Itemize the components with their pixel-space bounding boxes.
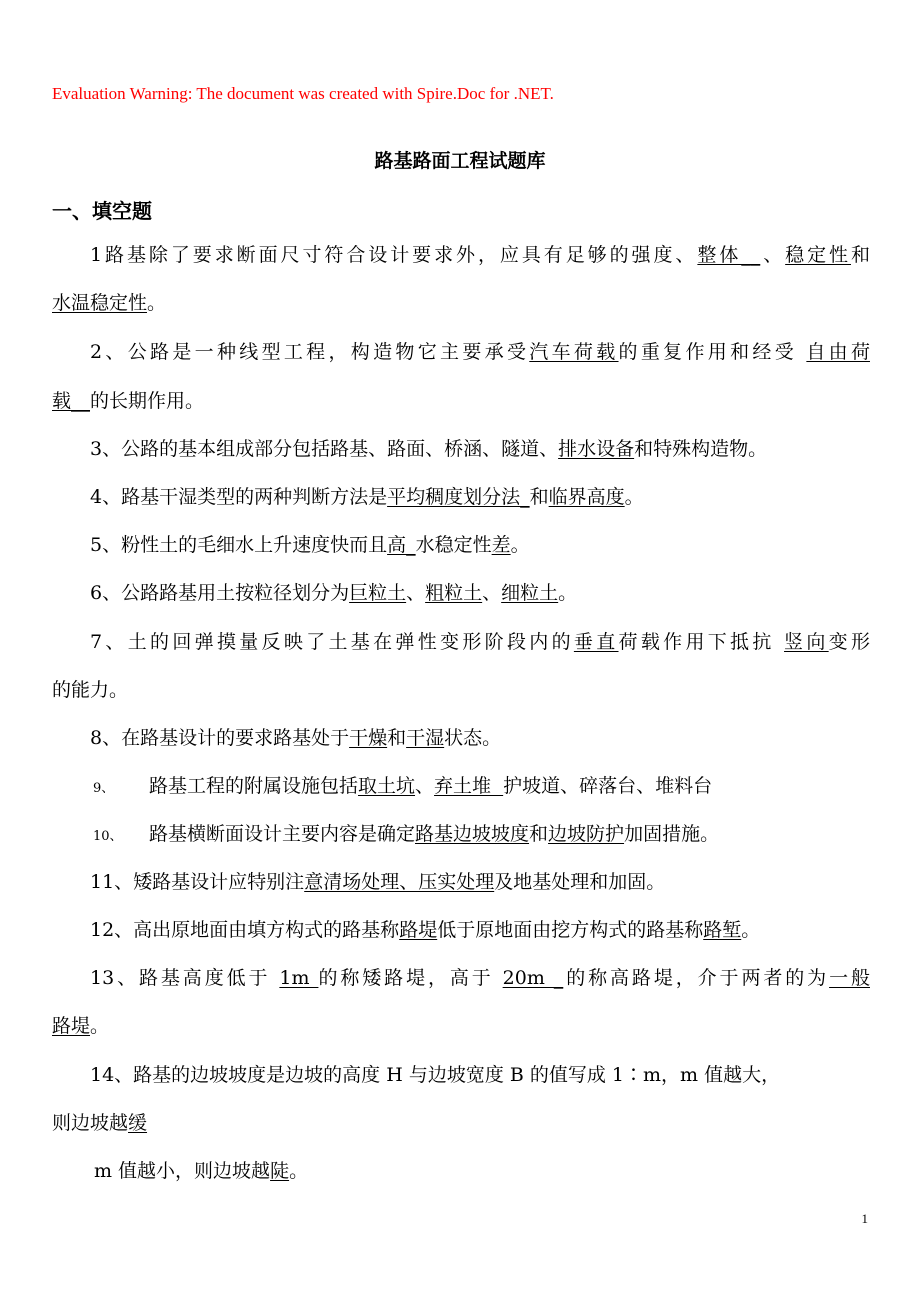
q9-answer-2: 弃土堆 (434, 775, 504, 797)
question-14-line-1 (90, 1063, 780, 1087)
evaluation-warning: Evaluation Warning: The document was created with Spire.Doc for .NET. (52, 84, 554, 103)
question-5 (90, 533, 530, 557)
q13-end: 。 (90, 1015, 110, 1037)
question-7-line-1 (52, 630, 870, 654)
question-12 (90, 918, 760, 942)
q14-text: 14、路基的边坡坡度是边坡的高度 H 与边坡宽度 B 的值写成 1∶m，m 值越大， (90, 1064, 781, 1086)
q13-answer-1: 1m (279, 967, 319, 989)
q7-end: 的能力。 (52, 679, 129, 701)
question-1-line-2 (52, 291, 166, 315)
q3-text: 3、公路的基本组成部分包括路基、路面、桥涵、隧道、 (90, 438, 559, 460)
q14-answer-1: 缓 (128, 1112, 148, 1134)
q14-text-3: m 值越小，则边坡越 (94, 1160, 271, 1182)
q12-answer-1: 路堤 (399, 919, 438, 941)
q5-answer-2: 差 (491, 534, 511, 556)
q9-answer-1: 取土坑 (358, 775, 416, 797)
q6-answer-2: 粗粒土 (425, 582, 483, 604)
q10-number: 10、 (93, 829, 123, 844)
q10-end: 加固措施。 (624, 823, 720, 845)
question-2-line-1 (52, 340, 870, 364)
q5-text: 5、粉性土的毛细水上升速度快而且 (90, 534, 388, 556)
q5-answer-1: 高_ (387, 534, 416, 556)
q10-answer-2: 边坡防护 (548, 823, 625, 845)
q1-text: 1路基除了要求断面尺寸符合设计要求外，应具有足够的强度、 (90, 244, 698, 266)
q3-end: 和特殊构造物。 (634, 438, 768, 460)
question-10 (93, 822, 719, 849)
q6-answer-3: 细粒土 (501, 582, 559, 604)
section-heading: 一、填空题 (52, 199, 152, 223)
q1-answer-2: 稳定性 (785, 244, 851, 266)
q9-end: 护坡道、碎落台、堆料台 (503, 775, 713, 797)
q7-text: 7、土的回弹摸量反映了土基在弹性变形阶段内的 (90, 631, 574, 653)
q12-text: 12、高出原地面由填方构式的路基称 (90, 919, 400, 941)
question-3 (90, 437, 767, 461)
q8-text: 8、在路基设计的要求路基处于 (90, 727, 350, 749)
q8-answer-1: 干燥 (349, 727, 388, 749)
question-8 (90, 726, 501, 750)
q2-answer-2b: 载__ (52, 390, 91, 412)
q6-text: 6、公路路基用土按粒径划分为 (90, 582, 350, 604)
q14-end: 。 (289, 1160, 309, 1182)
question-13-line-2 (52, 1014, 109, 1038)
q3-answer: 排水设备 (558, 438, 635, 460)
q4-end: 。 (624, 486, 644, 508)
q11-answer: 意清场处理、压实处理 (304, 871, 495, 893)
q12-answer-2: 路堑 (703, 919, 742, 941)
q8-answer-2: 干湿 (406, 727, 445, 749)
question-4 (90, 485, 644, 509)
question-2-line-2 (52, 389, 204, 413)
q13-answer-3b: 路堤 (52, 1015, 91, 1037)
q9-sep: 、 (415, 775, 435, 797)
q12-text-2: 低于原地面由挖方构式的路基称 (437, 919, 704, 941)
q14-text-2: 则边坡越 (52, 1112, 129, 1134)
q10-answer-1: 路基边坡坡度 (415, 823, 530, 845)
page-number: 1 (861, 1211, 868, 1226)
q6-answer-1: 巨粒土 (349, 582, 407, 604)
q4-conj: 和 (529, 486, 549, 508)
q13-answer-2: 20m _ (502, 967, 564, 989)
q6-sep-1: 、 (406, 582, 426, 604)
question-11 (90, 870, 665, 894)
q6-end: 。 (558, 582, 578, 604)
q4-answer-1: 平均稠度划分法_ (387, 486, 530, 508)
q2-answer-2a: 自由荷 (806, 341, 870, 363)
q10-text: 路基横断面设计主要内容是确定 (149, 823, 416, 845)
q2-answer-1: 汽车荷载 (529, 341, 619, 363)
question-1-line-1 (52, 243, 870, 267)
question-7-line-2 (52, 678, 128, 702)
q13-text-3: 的称高路堤，介于两者的为 (563, 967, 830, 989)
page-title: 路基路面工程试题库 (374, 150, 546, 172)
q2-text-2: 的重复作用和经受 (618, 341, 807, 363)
q2-end: 的长期作用。 (90, 390, 205, 412)
q10-conj: 和 (529, 823, 549, 845)
q11-text: 11、矮路基设计应特别注 (90, 871, 305, 893)
question-13-line-1 (52, 966, 870, 990)
q11-end: 及地基处理和加固。 (494, 871, 666, 893)
q9-number: 9、 (93, 781, 115, 796)
q8-conj: 和 (387, 727, 407, 749)
q13-text: 13、路基高度低于 (90, 967, 280, 989)
q1-answer-3: 水温稳定性 (52, 292, 148, 314)
q14-answer-2: 陡 (270, 1160, 290, 1182)
q7-text-3: 变形 (828, 631, 870, 653)
q5-end: 。 (510, 534, 530, 556)
q13-answer-3a: 一般 (829, 967, 870, 989)
q1-answer-1: 整体__ (697, 244, 761, 266)
q7-answer-1: 垂直 (573, 631, 619, 653)
q7-answer-2: 竖向 (784, 631, 829, 653)
q6-sep-2: 、 (482, 582, 502, 604)
q7-text-2: 荷载作用下抵抗 (618, 631, 785, 653)
q4-answer-2: 临界高度 (548, 486, 625, 508)
question-6 (90, 581, 577, 605)
question-14-line-3 (94, 1159, 308, 1183)
q1-end: 。 (147, 292, 167, 314)
question-9 (93, 774, 712, 801)
q9-text: 路基工程的附属设施包括 (149, 775, 359, 797)
q1-conj: 和 (850, 244, 870, 266)
q4-text: 4、路基干湿类型的两种判断方法是 (90, 486, 388, 508)
q2-text: 2、公路是一种线型工程，构造物它主要承受 (90, 341, 530, 363)
q8-end: 状态。 (444, 727, 502, 749)
q12-end: 。 (741, 919, 761, 941)
q13-text-2: 的称矮路堤，高于 (318, 967, 503, 989)
q1-sep: 、 (760, 244, 786, 266)
q5-text-2: 水稳定性 (415, 534, 492, 556)
question-14-line-2 (52, 1111, 147, 1135)
